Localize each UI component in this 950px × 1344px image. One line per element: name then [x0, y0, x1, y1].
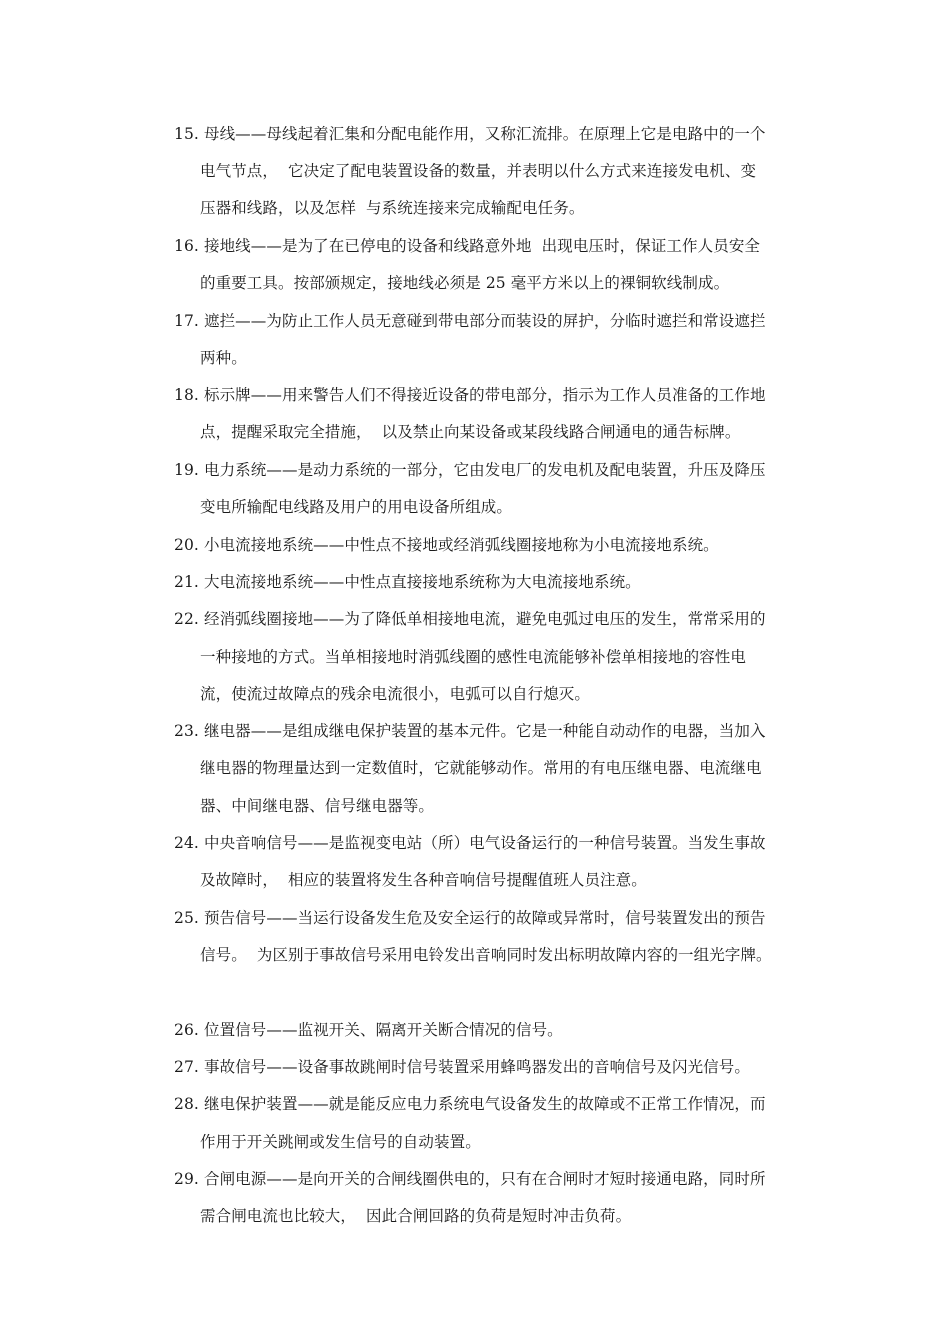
item-25-line-1: 25. 预告信号——当运行设备发生危及安全运行的故障或异常时，信号装置发出的预告 [174, 909, 766, 927]
item-29-line-1: 29. 合闸电源——是向开关的合闸线圈供电的，只有在合闸时才短时接通电路，同时所 [174, 1170, 766, 1188]
item-17-line-1: 17. 遮拦——为防止工作人员无意碰到带电部分而装设的屏护，分临时遮拦和常设遮拦 [174, 312, 766, 330]
item-26-line-1: 26. 位置信号——监视开关、隔离开关断合情况的信号。 [174, 1021, 563, 1039]
item-22-line-1: 22. 经消弧线圈接地——为了降低单相接地电流，避免电弧过电压的发生，常常采用的 [174, 610, 766, 628]
item-22-line-3: 流，使流过故障点的残余电流很小，电弧可以自行熄灭。 [200, 685, 591, 703]
item-16-line-1: 16. 接地线——是为了在已停电的设备和线路意外地 出现电压时，保证工作人员安全 [174, 237, 761, 255]
item-18-line-2: 点，提醒采取完全措施， 以及禁止向某设备或某段线路合闸通电的通告标牌。 [200, 423, 741, 441]
item-19-line-2: 变电所输配电线路及用户的用电设备所组成。 [200, 498, 513, 516]
item-15-line-3: 压器和线路，以及怎样 与系统连接来完成输配电任务。 [200, 199, 585, 217]
item-28-line-2: 作用于开关跳闸或发生信号的自动装置。 [200, 1133, 481, 1151]
item-17-line-2: 两种。 [200, 349, 247, 367]
item-16-line-2: 的重要工具。按部颁规定，接地线必须是 25 毫平方米以上的裸铜软线制成。 [200, 274, 730, 292]
item-21-line-1: 21. 大电流接地系统——中性点直接接地系统称为大电流接地系统。 [174, 573, 641, 591]
item-15-line-1: 15. 母线——母线起着汇集和分配电能作用，又称汇流排。在原理上它是电路中的一个 [174, 125, 766, 143]
item-27-line-1: 27. 事故信号——设备事故跳闸时信号装置采用蜂鸣器发出的音响信号及闪光信号。 [174, 1058, 750, 1076]
item-23-line-3: 器、中间继电器、信号继电器等。 [200, 797, 435, 815]
item-19-line-1: 19. 电力系统——是动力系统的一部分，它由发电厂的发电机及配电装置，升压及降压 [174, 461, 766, 479]
item-20-line-1: 20. 小电流接地系统——中性点不接地或经消弧线圈接地称为小电流接地系统。 [174, 536, 719, 554]
item-23-line-2: 继电器的物理量达到一定数值时，它就能够动作。常用的有电压继电器、电流继电 [200, 759, 762, 777]
item-18-line-1: 18. 标示牌——用来警告人们不得接近设备的带电部分，指示为工作人员准备的工作地 [174, 386, 766, 404]
item-25-line-2: 信号。 为区别于事故信号采用电铃发出音响同时发出标明故障内容的一组光字牌。 [200, 946, 772, 964]
item-24-line-1: 24. 中央音响信号——是监视变电站（所）电气设备运行的一种信号装置。当发生事故 [174, 834, 766, 852]
item-23-line-1: 23. 继电器——是组成继电保护装置的基本元件。它是一种能自动动作的电器，当加入 [174, 722, 766, 740]
item-15-line-2: 电气节点， 它决定了配电装置设备的数量，并表明以什么方式来连接发电机、变 [200, 162, 757, 180]
item-28-line-1: 28. 继电保护装置——就是能反应电力系统电气设备发生的故障或不正常工作情况，而 [174, 1095, 766, 1113]
item-22-line-2: 一种接地的方式。当单相接地时消弧线圈的感性电流能够补偿单相接地的容性电 [200, 648, 747, 666]
item-29-line-2: 需合闸电流也比较大， 因此合闸回路的负荷是短时冲击负荷。 [200, 1207, 632, 1225]
item-24-line-2: 及故障时， 相应的装置将发生各种音响信号提醒值班人员注意。 [200, 871, 647, 889]
